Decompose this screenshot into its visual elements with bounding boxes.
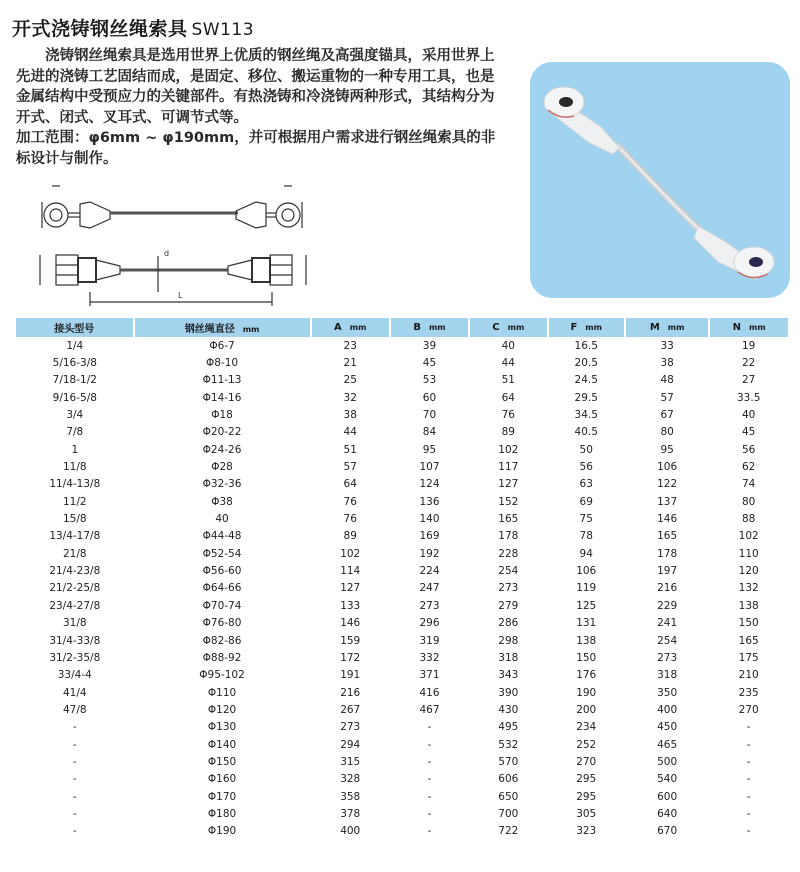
table-cell: 11/4-13/8 xyxy=(49,478,101,491)
table-cell: 127 xyxy=(498,478,519,491)
table-row xyxy=(16,701,788,718)
table-row xyxy=(16,476,788,493)
table-cell: Φ44-48 xyxy=(202,530,242,543)
table-cell: 33/4-4 xyxy=(57,669,92,682)
table-cell: 305 xyxy=(576,807,597,820)
table-cell: 131 xyxy=(576,617,597,630)
col-header-f: F mm xyxy=(548,318,625,337)
table-row xyxy=(16,406,788,423)
table-cell: 5/16-3/8 xyxy=(52,357,97,370)
table-cell: Φ120 xyxy=(207,703,237,716)
table-cell: Φ38 xyxy=(211,495,233,508)
table-cell: 75 xyxy=(579,513,593,526)
table-cell: Φ70-74 xyxy=(202,599,242,612)
table-cell: 146 xyxy=(657,513,678,526)
table-cell: - xyxy=(746,721,751,734)
table-cell: 234 xyxy=(576,721,597,734)
table-cell: 34.5 xyxy=(574,409,598,422)
table-cell: 114 xyxy=(340,565,361,578)
table-cell: Φ95-102 xyxy=(199,669,245,682)
table-cell: 107 xyxy=(419,461,440,474)
table-row xyxy=(16,528,788,545)
table-cell: 7/8 xyxy=(66,426,84,439)
table-cell: Φ180 xyxy=(207,807,237,820)
table-cell: 33 xyxy=(660,339,674,352)
col-header-c: C mm xyxy=(469,318,547,337)
table-cell: 19 xyxy=(742,339,756,352)
table-cell: 78 xyxy=(579,530,593,543)
table-cell: 45 xyxy=(742,426,756,439)
table-row xyxy=(16,562,788,579)
table-cell: Φ18 xyxy=(211,409,233,422)
table-cell: - xyxy=(746,807,751,820)
table-cell: 133 xyxy=(340,599,361,612)
table-cell: 371 xyxy=(419,669,440,682)
table-cell: 23/4-27/8 xyxy=(49,599,101,612)
table-row xyxy=(16,458,788,475)
table-cell: 295 xyxy=(576,773,597,786)
table-row xyxy=(16,493,788,510)
table-cell: 21/8 xyxy=(62,547,87,560)
table-cell: 7/18-1/2 xyxy=(52,374,97,387)
table-cell: 89 xyxy=(343,530,357,543)
table-cell: Φ130 xyxy=(207,721,237,734)
table-cell: 350 xyxy=(657,686,678,699)
table-cell: - xyxy=(746,773,751,786)
table-cell: 273 xyxy=(419,599,440,612)
table-cell: 165 xyxy=(657,530,678,543)
table-cell: 169 xyxy=(419,530,440,543)
table-cell: 175 xyxy=(738,651,759,664)
table-cell: 95 xyxy=(422,443,437,456)
table-cell: Φ88-92 xyxy=(202,651,242,664)
col-header-rope-diameter: 钢丝绳直径 mm xyxy=(134,318,311,337)
table-row xyxy=(16,823,788,840)
table-cell: 137 xyxy=(657,495,678,508)
table-cell: 165 xyxy=(498,513,519,526)
table-cell: 138 xyxy=(576,634,597,647)
table-row xyxy=(16,736,788,753)
table-cell: 191 xyxy=(340,669,361,682)
table-row xyxy=(16,337,788,354)
table-cell: 267 xyxy=(340,703,361,716)
table-cell: 125 xyxy=(576,599,597,612)
table-cell: 16.5 xyxy=(574,339,598,352)
table-cell: 298 xyxy=(498,634,519,647)
table-cell: - xyxy=(72,790,77,803)
table-cell: 722 xyxy=(498,825,519,838)
table-cell: 3/4 xyxy=(66,409,84,422)
table-cell: Φ160 xyxy=(207,773,237,786)
table-cell: 465 xyxy=(657,738,678,751)
table-cell: 44 xyxy=(343,426,357,439)
table-row xyxy=(16,667,788,684)
table-cell: Φ82-86 xyxy=(202,634,242,647)
table-cell: 60 xyxy=(422,391,437,404)
table-cell: Φ32-36 xyxy=(202,478,242,491)
table-cell: 76 xyxy=(501,409,515,422)
table-cell: - xyxy=(72,825,77,838)
table-cell: 45 xyxy=(422,357,437,370)
table-cell: 127 xyxy=(340,582,361,595)
table-cell: 25 xyxy=(343,374,357,387)
table-cell: 216 xyxy=(657,582,678,595)
table-cell: 110 xyxy=(738,547,759,560)
intro-paragraph-2: 加工范围：φ6mm ~ φ190mm，并可根据用户需求进行钢丝绳索具的非标设计与制作。 xyxy=(16,130,496,167)
table-cell: 146 xyxy=(340,617,361,630)
product-photo xyxy=(530,62,790,298)
table-cell: 378 xyxy=(340,807,361,820)
table-cell: 165 xyxy=(738,634,759,647)
table-cell: 57 xyxy=(660,391,674,404)
table-cell: 570 xyxy=(498,755,519,768)
table-cell: 80 xyxy=(742,495,756,508)
table-cell: 273 xyxy=(657,651,678,664)
table-row xyxy=(16,372,788,389)
table-cell: 24.5 xyxy=(574,374,598,387)
table-cell: 1/4 xyxy=(66,339,84,352)
table-cell: 38 xyxy=(343,409,357,422)
svg-text:L: L xyxy=(178,291,183,300)
table-cell: 192 xyxy=(419,547,440,560)
col-header-model: 接头型号 xyxy=(16,318,134,337)
table-cell: 21 xyxy=(343,357,357,370)
table-cell: 102 xyxy=(340,547,361,560)
table-cell: 40 xyxy=(742,409,756,422)
table-row xyxy=(16,684,788,701)
table-cell: Φ52-54 xyxy=(202,547,242,560)
table-cell: 88 xyxy=(742,513,756,526)
table-cell: Φ64-66 xyxy=(202,582,242,595)
table-cell: Φ150 xyxy=(207,755,237,768)
table-cell: 32 xyxy=(343,391,357,404)
table-cell: 270 xyxy=(576,755,597,768)
table-cell: 21/4-23/8 xyxy=(49,565,101,578)
table-row xyxy=(16,354,788,371)
table-cell: Φ190 xyxy=(207,825,237,838)
table-row xyxy=(16,441,788,458)
table-cell: 241 xyxy=(657,617,678,630)
table-cell: 600 xyxy=(657,790,678,803)
table-cell: 270 xyxy=(738,703,759,716)
spec-table xyxy=(16,318,788,840)
table-cell: 89 xyxy=(501,426,515,439)
table-cell: 124 xyxy=(419,478,440,491)
socket-drawing-icon xyxy=(18,180,308,310)
table-cell: 140 xyxy=(419,513,440,526)
table-cell: 640 xyxy=(657,807,678,820)
table-cell: 122 xyxy=(657,478,678,491)
table-cell: 450 xyxy=(657,721,678,734)
table-cell: - xyxy=(72,773,77,786)
table-cell: 40 xyxy=(501,339,515,352)
table-row xyxy=(16,597,788,614)
table-cell: 229 xyxy=(657,599,678,612)
wire-rope-socket-image-icon xyxy=(530,62,790,298)
table-cell: 29.5 xyxy=(574,391,598,404)
table-cell: 94 xyxy=(579,547,593,560)
table-row xyxy=(16,545,788,562)
table-row xyxy=(16,424,788,441)
table-cell: - xyxy=(427,790,432,803)
table-cell: - xyxy=(72,721,77,734)
table-cell: 159 xyxy=(340,634,361,647)
table-row xyxy=(16,719,788,736)
table-cell: 31/8 xyxy=(62,617,87,630)
table-cell: 197 xyxy=(657,565,678,578)
table-cell: - xyxy=(746,738,751,751)
table-cell: 178 xyxy=(657,547,678,560)
table-cell: 38 xyxy=(660,357,674,370)
col-header-a: A mm xyxy=(311,318,390,337)
page-title xyxy=(12,14,254,41)
table-cell: 117 xyxy=(498,461,519,474)
intro-text xyxy=(16,46,496,169)
svg-text:d: d xyxy=(164,249,170,258)
table-cell: 76 xyxy=(343,513,357,526)
table-cell: Φ20-22 xyxy=(202,426,242,439)
table-cell: 247 xyxy=(419,582,440,595)
table-cell: 150 xyxy=(576,651,597,664)
table-cell: 190 xyxy=(576,686,597,699)
table-cell: 532 xyxy=(498,738,519,751)
table-cell: 51 xyxy=(343,443,357,456)
table-cell: 216 xyxy=(340,686,361,699)
table-cell: Φ140 xyxy=(207,738,237,751)
table-cell: 152 xyxy=(498,495,519,508)
table-cell: 11/8 xyxy=(62,461,87,474)
table-cell: 21/2-25/8 xyxy=(49,582,101,595)
table-cell: 120 xyxy=(738,565,759,578)
table-cell: 9/16-5/8 xyxy=(52,391,97,404)
intro-paragraph-1: 浇铸钢丝绳索具是选用世界上优质的钢丝绳及高强度锚具，采用世界上先进的浇铸工艺固结而成，是固定、移位、搬运重物的一种专用工具，也是金属结构中受预应力的关键部件。有热浇铸和冷浇铸两种形式，其结构分为开式、闭式、叉耳式、可调节式等。 xyxy=(16,48,495,126)
col-header-n: N mm xyxy=(709,318,788,337)
table-cell: 11/2 xyxy=(62,495,87,508)
table-cell: 495 xyxy=(498,721,519,734)
table-cell: 47/8 xyxy=(62,703,87,716)
table-cell: 102 xyxy=(738,530,759,543)
table-cell: 500 xyxy=(657,755,678,768)
table-cell: 332 xyxy=(419,651,440,664)
table-cell: Φ6-7 xyxy=(209,339,235,352)
table-cell: 136 xyxy=(419,495,440,508)
table-cell: 95 xyxy=(660,443,674,456)
table-cell: 700 xyxy=(498,807,519,820)
table-row xyxy=(16,649,788,666)
table-cell: - xyxy=(746,790,751,803)
technical-drawing xyxy=(18,180,308,310)
table-cell: 273 xyxy=(340,721,361,734)
table-cell: 200 xyxy=(576,703,597,716)
table-cell: 102 xyxy=(498,443,519,456)
table-cell: 15/8 xyxy=(62,513,87,526)
col-header-m: M mm xyxy=(625,318,710,337)
table-cell: 84 xyxy=(422,426,437,439)
table-cell: 150 xyxy=(738,617,759,630)
model-code: SW113 xyxy=(191,20,255,40)
table-cell: 176 xyxy=(576,669,597,682)
table-cell: - xyxy=(427,807,432,820)
table-cell: 48 xyxy=(660,374,674,387)
table-cell: 400 xyxy=(340,825,361,838)
table-cell: 315 xyxy=(340,755,361,768)
table-cell: 63 xyxy=(579,478,593,491)
table-cell: 254 xyxy=(498,565,519,578)
table-cell: Φ56-60 xyxy=(202,565,242,578)
table-cell: - xyxy=(427,738,432,751)
table-cell: 64 xyxy=(343,478,357,491)
table-cell: 400 xyxy=(657,703,678,716)
table-cell: - xyxy=(427,721,432,734)
table-cell: 294 xyxy=(340,738,361,751)
table-cell: 27 xyxy=(742,374,756,387)
table-cell: 31/2-35/8 xyxy=(49,651,101,664)
table-cell: 39 xyxy=(422,339,437,352)
table-cell: 40.5 xyxy=(574,426,598,439)
table-cell: - xyxy=(72,807,77,820)
table-cell: 318 xyxy=(657,669,678,682)
table-cell: 20.5 xyxy=(574,357,598,370)
table-cell: 56 xyxy=(579,461,593,474)
table-cell: 328 xyxy=(340,773,361,786)
table-cell: 606 xyxy=(498,773,519,786)
table-cell: 53 xyxy=(422,374,437,387)
table-cell: 74 xyxy=(742,478,756,491)
table-cell: 296 xyxy=(419,617,440,630)
table-cell: 106 xyxy=(657,461,678,474)
table-cell: Φ8-10 xyxy=(205,357,239,370)
table-cell: 40 xyxy=(215,513,229,526)
table-cell: - xyxy=(746,755,751,768)
table-cell: 51 xyxy=(501,374,515,387)
table-cell: 138 xyxy=(738,599,759,612)
table-cell: 670 xyxy=(657,825,678,838)
table-cell: 132 xyxy=(738,582,759,595)
table-cell: 62 xyxy=(742,461,756,474)
table-row xyxy=(16,788,788,805)
table-cell: 210 xyxy=(738,669,759,682)
table-cell: 286 xyxy=(498,617,519,630)
table-cell: 80 xyxy=(660,426,674,439)
table-cell: 358 xyxy=(340,790,361,803)
table-row xyxy=(16,580,788,597)
table-cell: 33.5 xyxy=(737,391,761,404)
table-cell: Φ14-16 xyxy=(202,391,242,404)
table-cell: 650 xyxy=(498,790,519,803)
table-cell: 416 xyxy=(419,686,440,699)
table-cell: 70 xyxy=(422,409,437,422)
table-row xyxy=(16,805,788,822)
table-body xyxy=(16,337,788,840)
table-cell: 279 xyxy=(498,599,519,612)
table-cell: 76 xyxy=(343,495,357,508)
table-cell: 172 xyxy=(340,651,361,664)
table-cell: 295 xyxy=(576,790,597,803)
table-cell: Φ24-26 xyxy=(202,443,242,456)
table-row xyxy=(16,615,788,632)
table-header-row xyxy=(16,318,788,337)
table-cell: - xyxy=(72,738,77,751)
table-cell: 343 xyxy=(498,669,519,682)
table-cell: Φ170 xyxy=(207,790,237,803)
table-cell: 254 xyxy=(657,634,678,647)
table-cell: Φ76-80 xyxy=(202,617,242,630)
table-cell: 67 xyxy=(660,409,674,422)
table-cell: 224 xyxy=(419,565,440,578)
table-cell: 390 xyxy=(498,686,519,699)
table-cell: 178 xyxy=(498,530,519,543)
table-cell: 1 xyxy=(71,443,79,456)
table-row xyxy=(16,389,788,406)
table-cell: 57 xyxy=(343,461,357,474)
table-row xyxy=(16,771,788,788)
table-cell: 23 xyxy=(343,339,357,352)
table-cell: 31/4-33/8 xyxy=(49,634,101,647)
table-cell: 56 xyxy=(742,443,756,456)
table-cell: - xyxy=(427,755,432,768)
table-cell: 64 xyxy=(501,391,515,404)
table-cell: 13/4-17/8 xyxy=(49,530,101,543)
col-header-b: B mm xyxy=(390,318,469,337)
table-cell: 235 xyxy=(738,686,759,699)
table-cell: 69 xyxy=(579,495,593,508)
table-cell: Φ11-13 xyxy=(202,374,242,387)
table-cell: 323 xyxy=(576,825,597,838)
table-cell: - xyxy=(427,825,432,838)
table-cell: Φ28 xyxy=(211,461,233,474)
table-cell: 430 xyxy=(498,703,519,716)
table-cell: - xyxy=(72,755,77,768)
table-cell: 540 xyxy=(657,773,678,786)
title-text: 开式浇铸钢丝绳索具 xyxy=(12,18,188,40)
table-cell: 319 xyxy=(419,634,440,647)
table-cell: 44 xyxy=(501,357,515,370)
table-row xyxy=(16,753,788,770)
table-cell: 41/4 xyxy=(62,686,87,699)
table-cell: 50 xyxy=(579,443,593,456)
table-row xyxy=(16,510,788,527)
table-cell: 228 xyxy=(498,547,519,560)
table-cell: 318 xyxy=(498,651,519,664)
table-cell: 119 xyxy=(576,582,597,595)
table-cell: 467 xyxy=(419,703,440,716)
table-cell: 252 xyxy=(576,738,597,751)
table-cell: - xyxy=(427,773,432,786)
table-cell: 22 xyxy=(742,357,756,370)
table-cell: 106 xyxy=(576,565,597,578)
table-cell: Φ110 xyxy=(207,686,237,699)
table-row xyxy=(16,632,788,649)
table-cell: - xyxy=(746,825,751,838)
table-cell: 273 xyxy=(498,582,519,595)
